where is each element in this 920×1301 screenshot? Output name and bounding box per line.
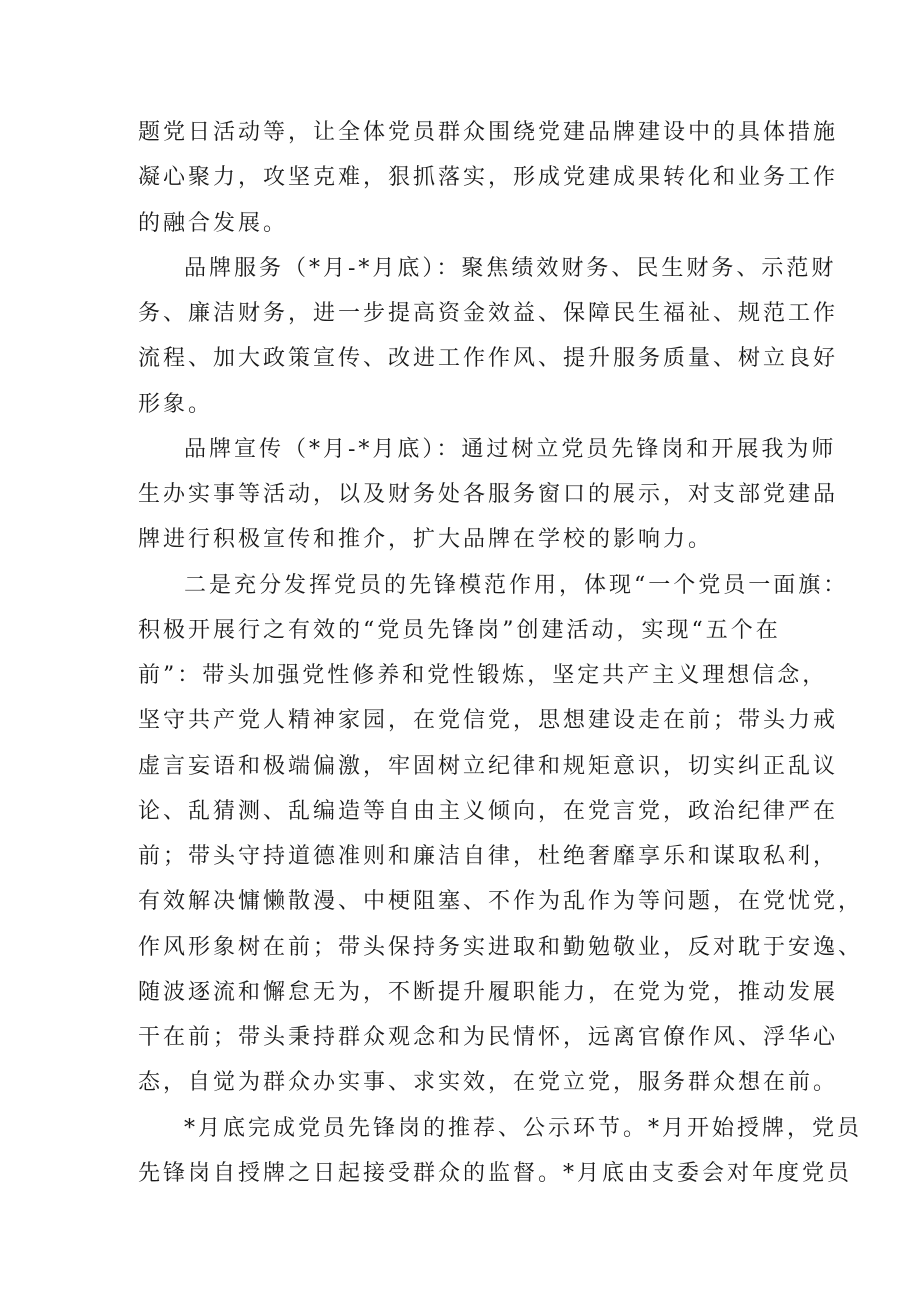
text-line: 流程、加大政策宣传、改进工作作风、提升服务质量、树立良好 [138,346,839,371]
text-line: 随波逐流和懈怠无为，不断提升履职能力，在党为党，推动发展 [138,980,839,1005]
text-line: 作风形象树在前；带头保持务实进取和勤勉敬业，反对耽于安逸、 [138,935,864,960]
text-line: *月底完成党员先锋岗的推荐、公示环节。*月开始授牌，党员 [184,1116,863,1141]
text-line: 论、乱猜测、乱编造等自由主义倾向，在党言党，政治纪律严在 [138,799,839,824]
text-line: 生办实事等活动，以及财务处各服务窗口的展示，对支部党建品 [138,482,839,507]
text-line: 牌进行积极宣传和推介，扩大品牌在学校的影响力。 [138,527,714,552]
text-line: 二是充分发挥党员的先锋模范作用，体现“一个党员一面旗： [184,573,849,598]
text-line: 有效解决慵懒散漫、中梗阻塞、不作为乱作为等问题，在党忧党， [138,889,864,914]
text-line: 态，自觉为群众办实事、求实效，在党立党，服务群众想在前。 [138,1070,839,1095]
text-line: 的融合发展。 [138,211,289,236]
text-line: 积极开展行之有效的“党员先锋岗”创建活动，实现“五个在 [138,618,781,643]
text-line: 凝心聚力，攻坚克难，狠抓落实，形成党建成果转化和业务工作 [138,165,839,190]
text-line: 先锋岗自授牌之日起接受群众的监督。*月底由支委会对年度党员 [138,1161,853,1186]
text-line: 虚言妄语和极端偏激，牢固树立纪律和规矩意识，切实纠正乱议 [138,754,839,779]
text-line: 品牌服务（*月-*月底）：聚焦绩效财务、民生财务、示范财 [184,256,837,281]
text-line: 前；带头守持道德准则和廉洁自律，杜绝奢靡享乐和谋取私利， [138,844,839,869]
text-line: 干在前；带头秉持群众观念和为民情怀，远离官僚作风、浮华心 [138,1025,839,1050]
text-line: 前”：带头加强党性修养和党性锻炼，坚定共产主义理想信念， [138,663,828,688]
text-line: 坚守共产党人精神家园，在党信党，思想建设走在前；带头力戒 [138,708,839,733]
text-line: 形象。 [138,392,214,417]
text-line: 品牌宣传（*月-*月底）：通过树立党员先锋岗和开展我为师 [184,437,837,462]
text-line: 题党日活动等，让全体党员群众围绕党建品牌建设中的具体措施 [138,120,839,145]
text-line: 务、廉洁财务，进一步提高资金效益、保障民生福祉、规范工作 [138,301,839,326]
